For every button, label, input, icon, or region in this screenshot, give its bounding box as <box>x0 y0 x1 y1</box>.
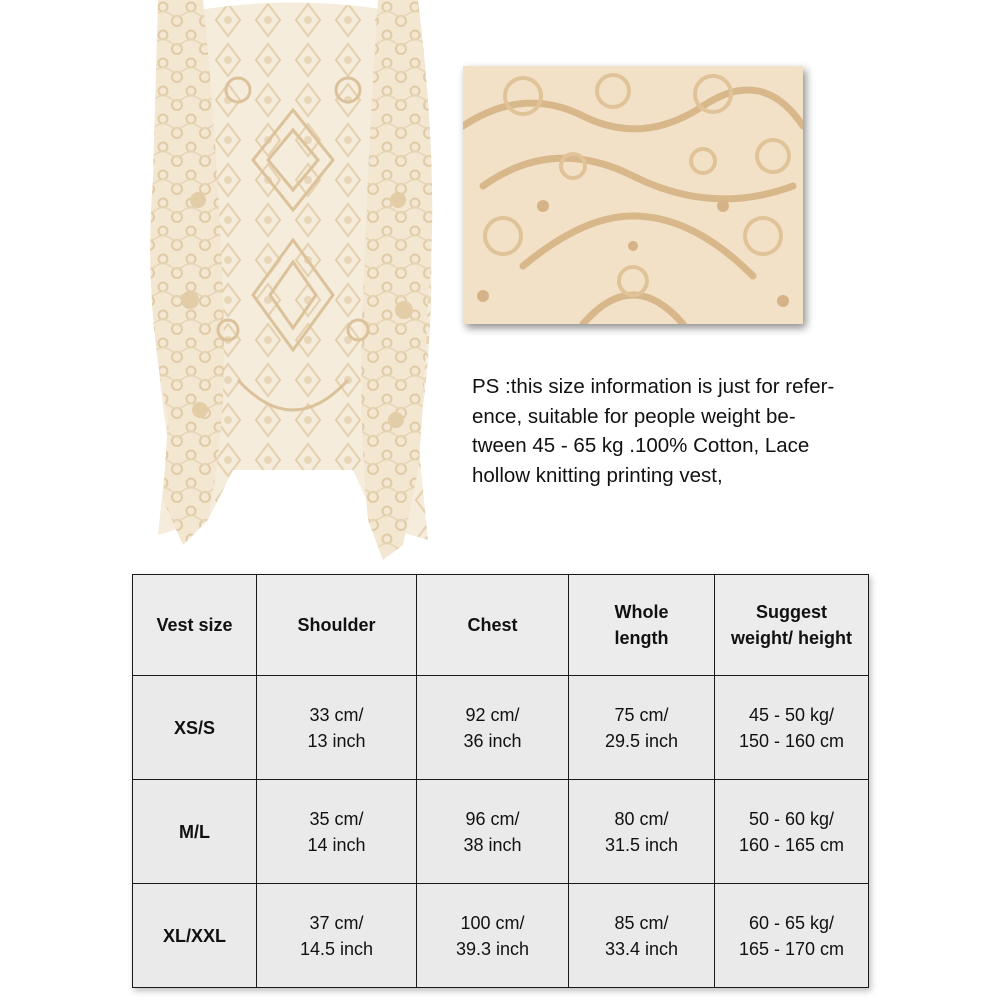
note-line: ence, suitable for people weight be- <box>472 404 796 428</box>
cell-suggest: 45 - 50 kg/ 150 - 160 cm <box>715 676 869 780</box>
cell-chest: 92 cm/ 36 inch <box>417 676 569 780</box>
cell-shoulder: 35 cm/ 14 inch <box>257 780 417 884</box>
header-vest-size: Vest size <box>133 575 257 676</box>
note-line: hollow knitting printing vest, <box>472 463 723 487</box>
cell-suggest: 60 - 65 kg/ 165 - 170 cm <box>715 884 869 988</box>
header-whole-length: Whole length <box>569 575 715 676</box>
cell-chest: 100 cm/ 39.3 inch <box>417 884 569 988</box>
size-note <box>472 372 872 490</box>
cell-length: 85 cm/ 33.4 inch <box>569 884 715 988</box>
lace-closeup-illustration <box>463 66 803 324</box>
table-row <box>133 780 869 884</box>
cell-size: XL/XXL <box>133 884 257 988</box>
size-chart-table <box>132 574 869 988</box>
cell-shoulder: 33 cm/ 13 inch <box>257 676 417 780</box>
note-line: PS :this size information is just for refer- <box>472 375 835 398</box>
cell-length: 75 cm/ 29.5 inch <box>569 676 715 780</box>
table-row <box>133 676 869 780</box>
cell-shoulder: 37 cm/ 14.5 inch <box>257 884 417 988</box>
note-line: tween 45 - 65 kg .100% Cotton, Lace <box>472 434 810 457</box>
cell-chest: 96 cm/ 38 inch <box>417 780 569 884</box>
cell-length: 80 cm/ 31.5 inch <box>569 780 715 884</box>
vest-product-image <box>128 0 458 570</box>
cell-size: XS/S <box>133 676 257 780</box>
header-suggest: Suggest weight/ height <box>715 575 869 676</box>
cell-suggest: 50 - 60 kg/ 160 - 165 cm <box>715 780 869 884</box>
cell-size: M/L <box>133 780 257 884</box>
table-header-row <box>133 575 869 676</box>
header-chest: Chest <box>417 575 569 676</box>
vest-illustration <box>128 0 458 570</box>
table-row <box>133 884 869 988</box>
lace-detail-image <box>463 66 803 324</box>
header-shoulder: Shoulder <box>257 575 417 676</box>
